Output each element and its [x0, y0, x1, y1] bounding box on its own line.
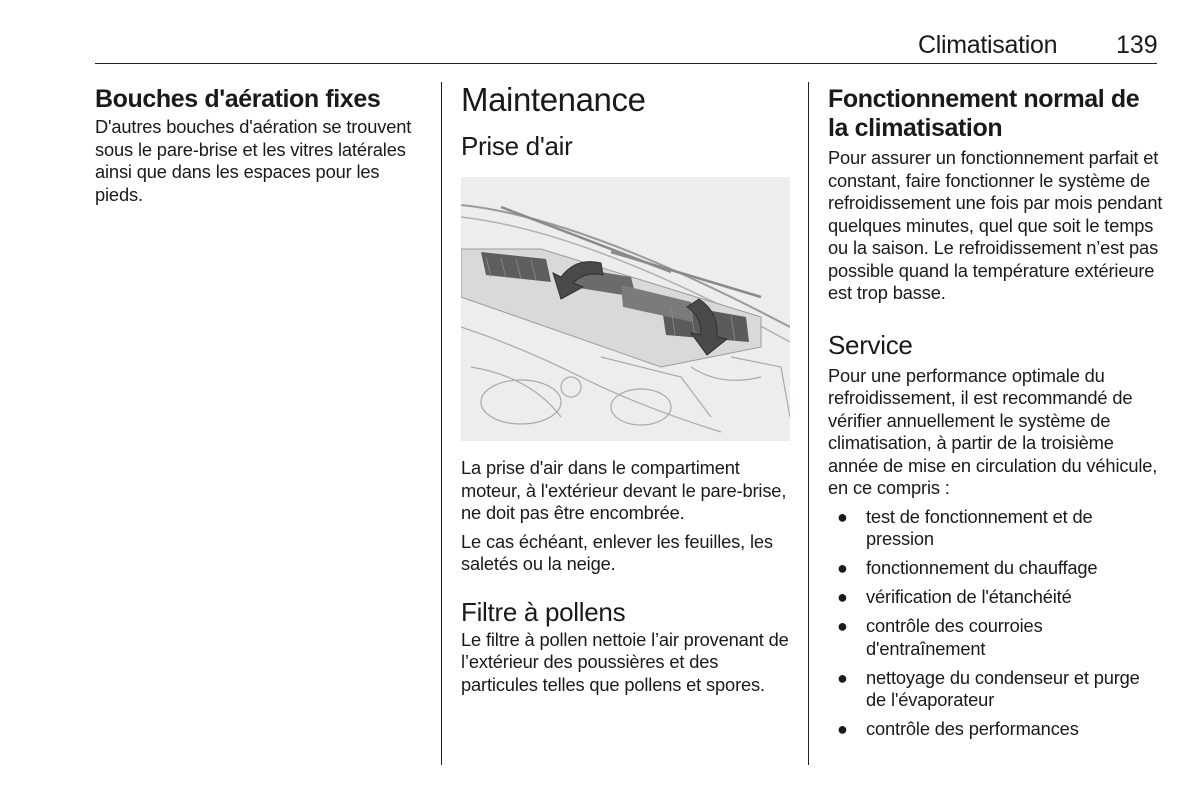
heading-bouches-aeration: Bouches d'aération fixes: [95, 85, 381, 113]
column-divider-left: [441, 82, 442, 765]
list-item: ● vérification de l'étanchéité: [837, 586, 1072, 607]
bullet-icon: ●: [837, 506, 848, 527]
paragraph-fonctionnement: Pour assurer un fonctionnement parfait et constant, faire fonctionner le système de refroidissement une fois par mois pendant quelques minutes, quel que soit le temps ou la saison. Le refroidissement n’est pas possible quand la température extérieure est trop basse.: [828, 147, 1163, 303]
air-intake-illustration: [461, 177, 790, 441]
list-item: ● test de fonctionnement et de pression: [837, 505, 1093, 549]
section-title-maintenance: Maintenance: [461, 81, 646, 118]
paragraph-prise-air-1: La prise d'air dans le compartiment moteur, à l'extérieur devant le pare-brise, ne doit pas être encombrée.: [461, 457, 787, 523]
column-divider-right: [808, 82, 809, 765]
service-checklist: [828, 506, 1163, 741]
list-item: ● nettoyage du condenseur et purge de l'évaporateur: [837, 666, 1140, 710]
bullet-icon: ●: [837, 558, 848, 578]
bullet-icon: ●: [837, 719, 848, 739]
air-intake-drawing: [461, 177, 790, 441]
paragraph-filtre-pollens: Le filtre à pollen nettoie l’air provenant de l’extérieur des poussières et des particules telles que pollens et spores.: [461, 628, 789, 695]
running-header-section: Climatisation: [918, 31, 1058, 59]
heading-prise-air: Prise d'air: [461, 131, 573, 161]
paragraph-service: Pour une performance optimale du refroidissement, il est recommandé de vérifier annuellement le système de climatisation, à partir de la troisième année de mise en circulation du véhicule, en ce compris :: [828, 364, 1158, 498]
bullet-icon: ●: [837, 667, 848, 688]
list-item: ● fonctionnement du chauffage: [837, 557, 1098, 578]
paragraph-bouches-aeration: D'autres bouches d'aération se trouvent sous le pare-brise et les vitres latérales ainsi que dans les espaces pour les pieds.: [95, 116, 412, 205]
heading-fonctionnement-climatisation: Fonctionnement normal de la climatisation: [828, 85, 1140, 142]
heading-filtre-pollens: Filtre à pollens: [461, 596, 626, 627]
bullet-icon: ●: [837, 616, 848, 636]
column-middle: [461, 80, 796, 696]
page-number: 139: [1116, 31, 1158, 59]
column-right: [828, 80, 1163, 747]
list-item: ● contrôle des courroies d'entraînement: [837, 615, 1043, 659]
header-rule: [95, 63, 1157, 64]
paragraph-prise-air-2: Le cas échéant, enlever les feuilles, les saletés ou la neige.: [461, 530, 773, 574]
bullet-icon: ●: [837, 587, 848, 607]
column-left: [95, 80, 425, 206]
list-item: ● contrôle des performances: [837, 718, 1079, 739]
heading-service: Service: [828, 329, 913, 360]
